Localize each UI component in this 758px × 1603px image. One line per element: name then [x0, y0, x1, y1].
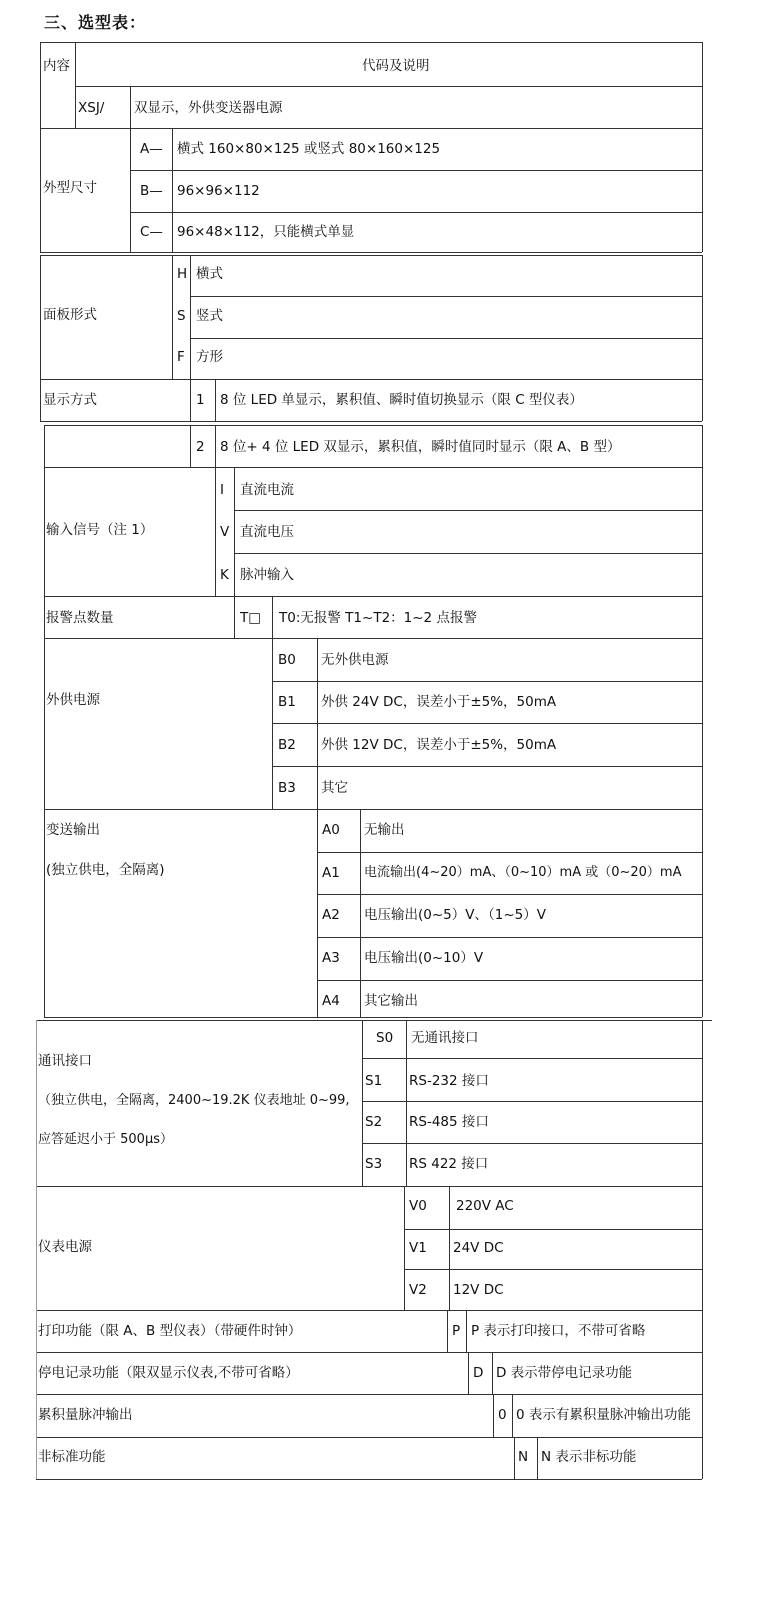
size-code-b: B— [140, 183, 163, 199]
transmit-desc-a3: 电压输出(0~10）V [364, 950, 484, 966]
print-code: P [452, 1323, 461, 1339]
display-label: 显示方式 [43, 392, 97, 408]
power-desc-v2: 12V DC [453, 1282, 504, 1298]
input-code-v: V [220, 524, 230, 540]
power-desc-v1: 24V DC [453, 1240, 504, 1256]
comm-label: 通讯接口 [38, 1053, 92, 1069]
record-code: D [473, 1365, 484, 1381]
comm-note-1: （独立供电，全隔离，2400~19.2K 仪表地址 0~99, [38, 1093, 350, 1108]
transmit-note: (独立供电，全隔离) [46, 862, 165, 878]
display-desc-1: 8 位 LED 单显示，累积值、瞬时值切换显示（限 C 型仪表） [220, 392, 583, 408]
supply-label: 外供电源 [46, 692, 100, 708]
transmit-code-a1: A1 [322, 865, 340, 881]
power-code-v0: V0 [409, 1198, 427, 1214]
supply-code-b3: B3 [278, 780, 296, 796]
comm-desc-s2: RS-485 接口 [409, 1114, 489, 1130]
supply-desc-b1: 外供 24V DC，误差小于±5%，50mA [321, 694, 557, 710]
display-code-1: 1 [196, 392, 205, 408]
pulse-label: 累积量脉冲输出 [38, 1407, 133, 1423]
size-label: 外型尺寸 [43, 180, 97, 196]
transmit-desc-a0: 无输出 [364, 822, 405, 838]
panel-code-f: F [177, 349, 185, 365]
pulse-desc: 0 表示有累积量脉冲输出功能 [516, 1407, 691, 1423]
supply-code-b2: B2 [278, 737, 296, 753]
power-code-v1: V1 [409, 1240, 427, 1256]
supply-code-b0: B0 [278, 652, 296, 668]
transmit-label: 变送输出 [46, 822, 100, 838]
comm-code-s1: S1 [365, 1073, 383, 1089]
print-desc: P 表示打印接口，不带可省略 [471, 1323, 646, 1339]
input-desc-v: 直流电压 [240, 524, 294, 540]
nonstd-desc: N 表示非标功能 [541, 1449, 637, 1465]
alarm-code: T□ [240, 610, 262, 626]
size-desc-a: 横式 160×80×125 或竖式 80×160×125 [177, 141, 441, 157]
header-content-label: 内容 [43, 58, 70, 74]
input-label: 输入信号（注 1） [46, 522, 154, 538]
alarm-desc: T0:无报警 T1~T2：1~2 点报警 [279, 610, 477, 626]
record-desc: D 表示带停电记录功能 [496, 1365, 633, 1381]
transmit-code-a0: A0 [322, 822, 340, 838]
size-code-a: A— [140, 141, 163, 157]
comm-code-s3: S3 [365, 1156, 383, 1172]
nonstd-label: 非标准功能 [38, 1449, 106, 1465]
comm-desc-s3: RS 422 接口 [409, 1156, 489, 1172]
power-desc-v0: 220V AC [456, 1198, 514, 1214]
supply-desc-b0: 无外供电源 [321, 652, 389, 668]
size-code-c: C— [140, 224, 163, 240]
input-desc-i: 直流电流 [240, 482, 294, 498]
header-code-desc-label: 代码及说明 [362, 58, 430, 74]
size-desc-b: 96×96×112 [177, 183, 260, 199]
supply-code-b1: B1 [278, 694, 296, 710]
comm-code-s2: S2 [365, 1114, 383, 1130]
panel-code-s: S [177, 308, 186, 324]
panel-code-h: H [177, 266, 188, 282]
panel-label: 面板形式 [43, 307, 97, 323]
transmit-desc-a2: 电压输出(0~5）V、（1~5）V [364, 907, 546, 923]
power-label: 仪表电源 [38, 1239, 92, 1255]
pulse-code: 0 [498, 1407, 507, 1423]
comm-code-s0: S0 [376, 1030, 394, 1046]
page-title: 三、选型表： [44, 13, 147, 32]
transmit-desc-a1: 电流输出(4~20）mA、（0~10）mA 或（0~20）mA [364, 865, 682, 880]
comm-note-2: 应答延迟小于 500μs） [38, 1132, 173, 1147]
power-code-v2: V2 [409, 1282, 427, 1298]
transmit-code-a3: A3 [322, 950, 340, 966]
transmit-code-a2: A2 [322, 907, 340, 923]
supply-desc-b2: 外供 12V DC，误差小于±5%，50mA [321, 737, 557, 753]
display-code-2: 2 [196, 439, 205, 455]
input-desc-k: 脉冲输入 [240, 567, 294, 583]
alarm-label: 报警点数量 [46, 610, 114, 626]
print-label: 打印功能（限 A、B 型仪表）（带硬件时钟） [38, 1323, 302, 1339]
panel-desc-s: 竖式 [196, 308, 223, 324]
prefix-code: XSJ/ [78, 100, 105, 116]
supply-desc-b3: 其它 [321, 780, 348, 796]
record-label: 停电记录功能（限双显示仪表,不带可省略） [38, 1365, 299, 1381]
transmit-code-a4: A4 [322, 993, 340, 1009]
transmit-desc-a4: 其它输出 [364, 993, 418, 1009]
input-code-k: K [220, 567, 229, 583]
display-desc-2: 8 位+ 4 位 LED 双显示，累积值，瞬时值同时显示（限 A、B 型） [220, 439, 621, 455]
nonstd-code: N [518, 1449, 529, 1465]
size-desc-c: 96×48×112，只能横式单显 [177, 224, 355, 240]
input-code-i: I [220, 482, 224, 498]
comm-desc-s1: RS-232 接口 [409, 1073, 489, 1089]
comm-desc-s0: 无通讯接口 [411, 1030, 479, 1046]
prefix-desc: 双显示，外供变送器电源 [134, 100, 283, 116]
panel-desc-h: 横式 [196, 266, 223, 282]
panel-desc-f: 方形 [196, 349, 223, 365]
